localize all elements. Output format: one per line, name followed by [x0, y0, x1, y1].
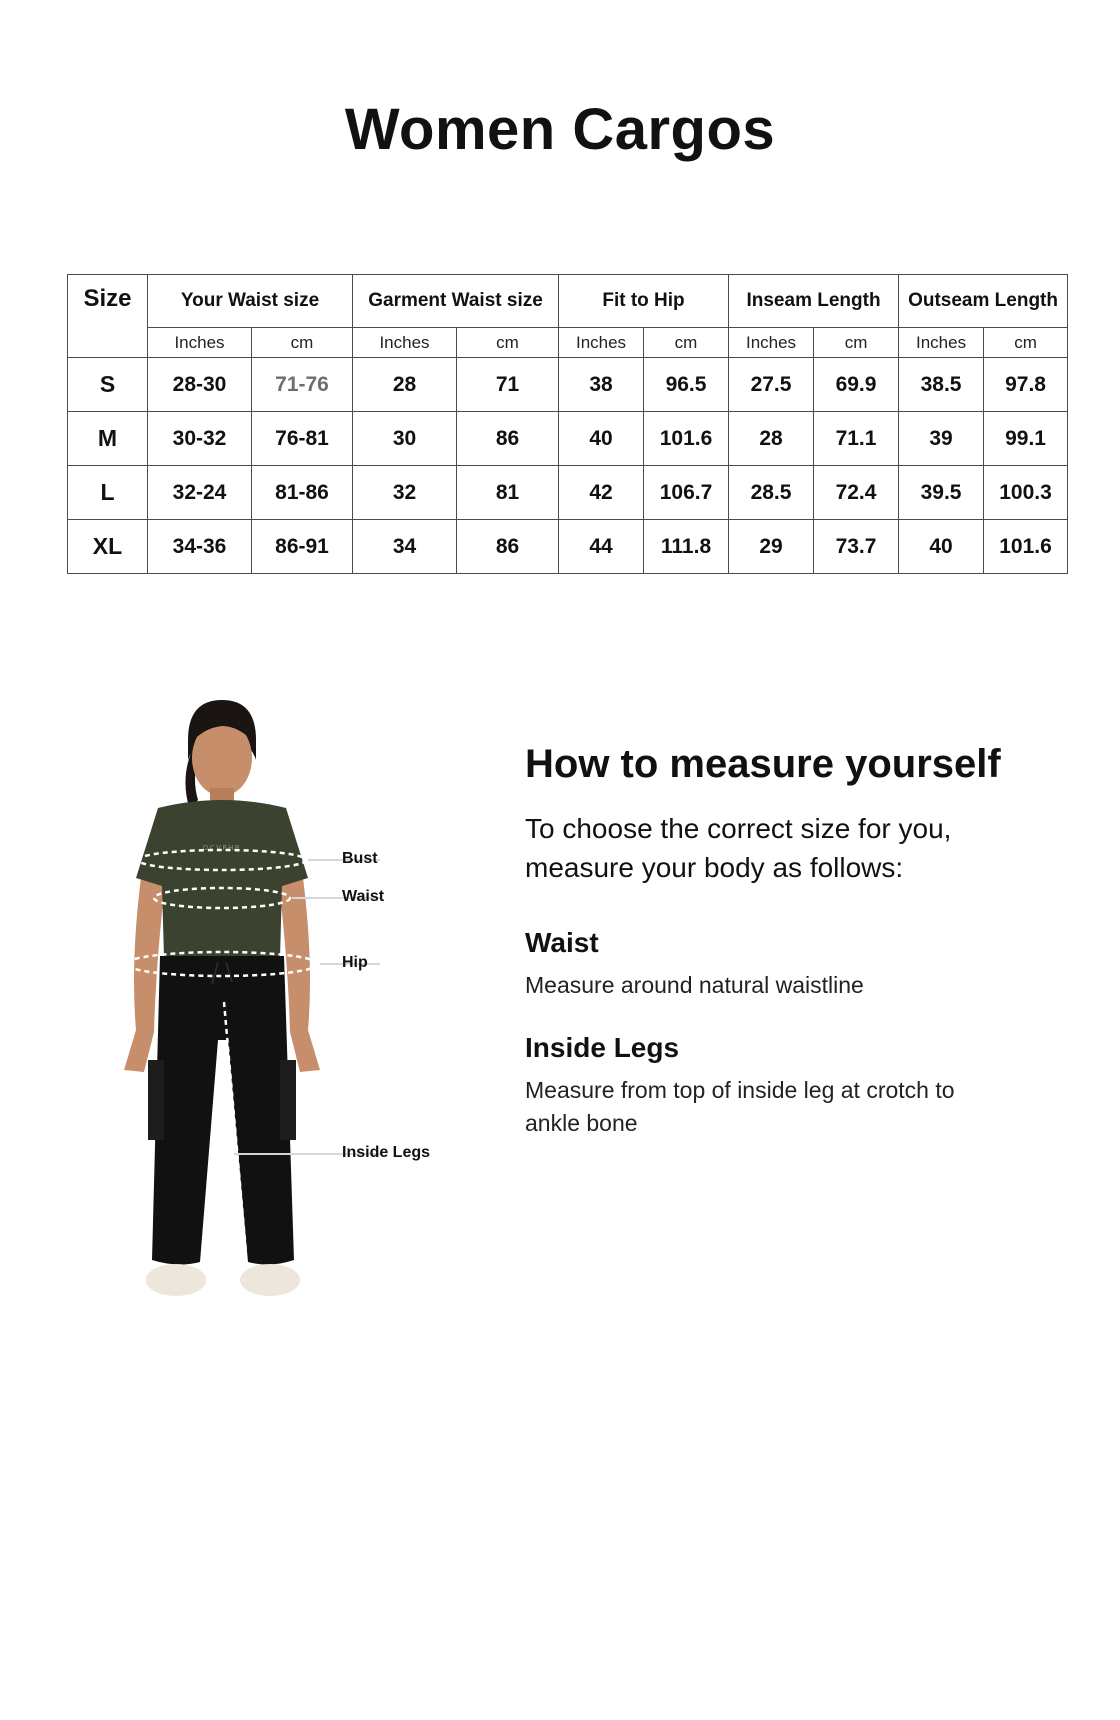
table-cell: 76-81	[252, 412, 353, 466]
guide-title: How to measure yourself	[525, 742, 1001, 786]
size-cell: L	[68, 466, 148, 520]
page-title: Women Cargos	[344, 97, 776, 162]
table-cell: 72.4	[814, 466, 899, 520]
table-cell: 30	[353, 412, 457, 466]
table-cell: 81-86	[252, 466, 353, 520]
unit-header: cm	[252, 328, 353, 358]
table-cell: 34-36	[148, 520, 252, 574]
guide-section-heading: Waist	[525, 927, 599, 958]
bust-label: Bust	[342, 850, 378, 867]
column-group-header: Inseam Length	[729, 275, 899, 328]
table-cell: 38	[559, 358, 644, 412]
size-cell: M	[68, 412, 148, 466]
table-cell: 100.3	[984, 466, 1068, 520]
table-cell: 71-76	[252, 358, 353, 412]
unit-header: Inches	[899, 328, 984, 358]
unit-header: cm	[814, 328, 899, 358]
table-row	[68, 520, 1068, 574]
table-cell: 29	[729, 520, 814, 574]
table-row	[68, 466, 1068, 520]
size-column-header: Size	[68, 275, 148, 358]
table-row	[68, 412, 1068, 466]
column-group-header: Fit to Hip	[559, 275, 729, 328]
waist-label: Waist	[342, 888, 385, 905]
shirt-print-text: OCVPHR	[202, 844, 242, 852]
guide-section-heading: Inside Legs	[525, 1032, 680, 1063]
inside-legs-label: Inside Legs	[342, 1144, 431, 1161]
table-cell: 40	[899, 520, 984, 574]
table-cell: 28-30	[148, 358, 252, 412]
table-cell: 71	[457, 358, 559, 412]
unit-header: Inches	[729, 328, 814, 358]
unit-header: cm	[984, 328, 1068, 358]
table-row	[68, 358, 1068, 412]
table-cell: 42	[559, 466, 644, 520]
table-cell: 101.6	[644, 412, 729, 466]
unit-header: Inches	[353, 328, 457, 358]
guide-intro: To choose the correct size for you, measure your body as follows:	[525, 813, 952, 883]
size-cell: S	[68, 358, 148, 412]
table-cell: 71.1	[814, 412, 899, 466]
table-cell: 111.8	[644, 520, 729, 574]
table-cell: 73.7	[814, 520, 899, 574]
size-chart-table	[67, 274, 1068, 574]
table-cell: 39.5	[899, 466, 984, 520]
right-shoe	[240, 1264, 300, 1296]
table-cell: 97.8	[984, 358, 1068, 412]
unit-header: cm	[457, 328, 559, 358]
guide-section-text: Measure around natural waistline	[525, 972, 864, 998]
table-cell: 101.6	[984, 520, 1068, 574]
measurement-figure	[100, 700, 440, 1370]
hip-label: Hip	[342, 954, 368, 971]
table-unit-row	[68, 328, 1068, 358]
guide-section-text: Measure from top of inside leg at crotch to ankle bone	[525, 1077, 955, 1136]
measurement-guide	[525, 742, 1045, 1170]
table-cell: 28	[729, 412, 814, 466]
table-cell: 99.1	[984, 412, 1068, 466]
table-cell: 81	[457, 466, 559, 520]
table-cell: 106.7	[644, 466, 729, 520]
table-cell: 86	[457, 520, 559, 574]
table-cell: 34	[353, 520, 457, 574]
table-cell: 86	[457, 412, 559, 466]
table-cell: 32	[353, 466, 457, 520]
table-cell: 30-32	[148, 412, 252, 466]
table-cell: 44	[559, 520, 644, 574]
unit-header: cm	[644, 328, 729, 358]
shirt	[136, 800, 308, 958]
table-header-row	[68, 275, 1068, 328]
unit-header: Inches	[148, 328, 252, 358]
size-cell: XL	[68, 520, 148, 574]
table-cell: 28	[353, 358, 457, 412]
table-cell: 96.5	[644, 358, 729, 412]
table-cell: 32-24	[148, 466, 252, 520]
unit-header: Inches	[559, 328, 644, 358]
table-cell: 86-91	[252, 520, 353, 574]
column-group-header: Your Waist size	[148, 275, 353, 328]
table-cell: 39	[899, 412, 984, 466]
column-group-header: Outseam Length	[899, 275, 1068, 328]
table-cell: 27.5	[729, 358, 814, 412]
table-cell: 69.9	[814, 358, 899, 412]
table-cell: 28.5	[729, 466, 814, 520]
model-illustration	[100, 700, 440, 1370]
left-shoe	[146, 1264, 206, 1296]
table-cell: 38.5	[899, 358, 984, 412]
column-group-header: Garment Waist size	[353, 275, 559, 328]
table-cell: 40	[559, 412, 644, 466]
